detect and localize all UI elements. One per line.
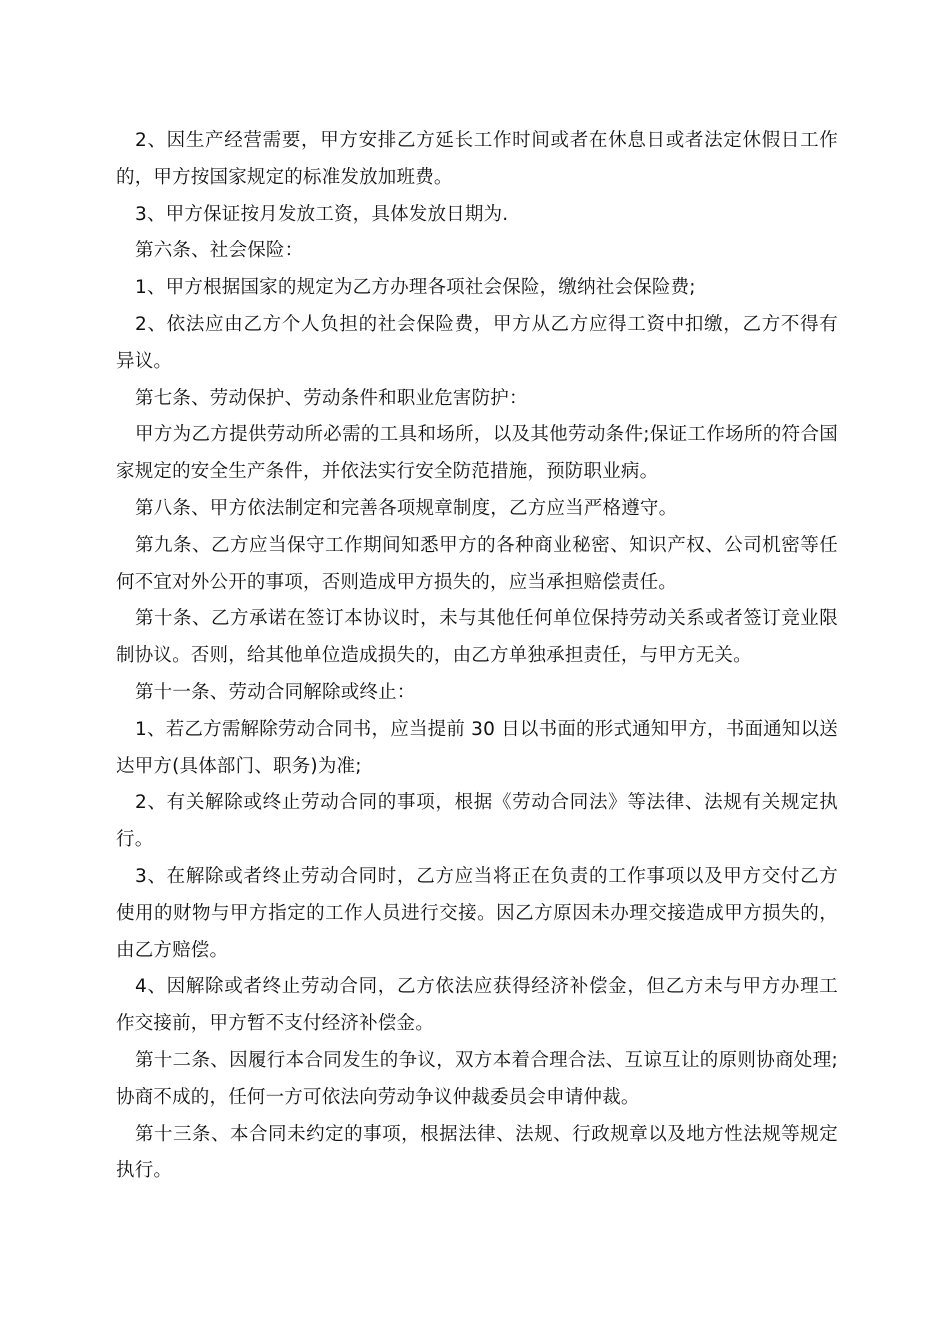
paragraph-social-insurance-1: 1、甲方根据国家的规定为乙方办理各项社会保险，缴纳社会保险费;: [135, 277, 696, 299]
document-body: [116, 123, 838, 1190]
heading-article-6: 第六条、社会保险：: [135, 240, 304, 262]
paragraph-article-12: 第十二条、因履行本合同发生的争议，双方本着合理合法、互谅互让的原则协商处理;协商不成的，任何一方可依法向劳动争议仲裁委员会申请仲裁。: [116, 1049, 838, 1108]
heading-article-7: 第七条、劳动保护、劳动条件和职业危害防护：: [135, 387, 528, 409]
paragraph-article-10: 第十条、乙方承诺在签订本协议时，未与其他任何单位保持劳动关系或者签订竞业限制协议。否则，给其他单位造成损失的，由乙方单独承担责任，与甲方无关。: [116, 608, 838, 667]
paragraph-monthly-salary: 3、甲方保证按月发放工资，具体发放日期为.: [135, 203, 509, 225]
paragraph-overtime-pay: 2、因生产经营需要，甲方安排乙方延长工作时间或者在休息日或者法定休假日工作的，甲方按国家规定的标准发放加班费。: [116, 130, 838, 188]
paragraph-article-8: 第八条、甲方依法制定和完善各项规章制度，乙方应当严格遵守。: [135, 497, 678, 519]
paragraph-termination-1: 1、若乙方需解除劳动合同书，应当提前 30 日以书面的形式通知甲方，书面通知以送达甲方(具体部门、职务)为准;: [116, 718, 838, 777]
paragraph-termination-3: 3、在解除或者终止劳动合同时，乙方应当将正在负责的工作事项以及甲方交付乙方使用的财物与甲方指定的工作人员进行交接。因乙方原因未办理交接造成甲方损失的，由乙方赔偿。: [116, 865, 838, 961]
paragraph-termination-2: 2、有关解除或终止劳动合同的事项，根据《劳动合同法》等法律、法规有关规定执行。: [116, 792, 838, 851]
paragraph-labor-protection: 甲方为乙方提供劳动所必需的工具和场所，以及其他劳动条件;保证工作场所的符合国家规定的安全生产条件，并依法实行安全防范措施，预防职业病。: [116, 424, 838, 483]
paragraph-article-9: 第九条、乙方应当保守工作期间知悉甲方的各种商业秘密、知识产权、公司机密等任何不宜对外公开的事项，否则造成甲方损失的，应当承担赔偿责任。: [116, 534, 838, 593]
paragraph-termination-4: 4、因解除或者终止劳动合同，乙方依法应获得经济补偿金，但乙方未与甲方办理工作交接前，甲方暂不支付经济补偿金。: [116, 976, 838, 1035]
paragraph-social-insurance-2: 2、依法应由乙方个人负担的社会保险费，甲方从乙方应得工资中扣缴，乙方不得有异议。: [116, 313, 838, 372]
paragraph-article-13: 第十三条、本合同未约定的事项，根据法律、法规、行政规章以及地方性法规等规定执行。: [116, 1123, 838, 1182]
heading-article-11: 第十一条、劳动合同解除或终止：: [135, 681, 416, 703]
